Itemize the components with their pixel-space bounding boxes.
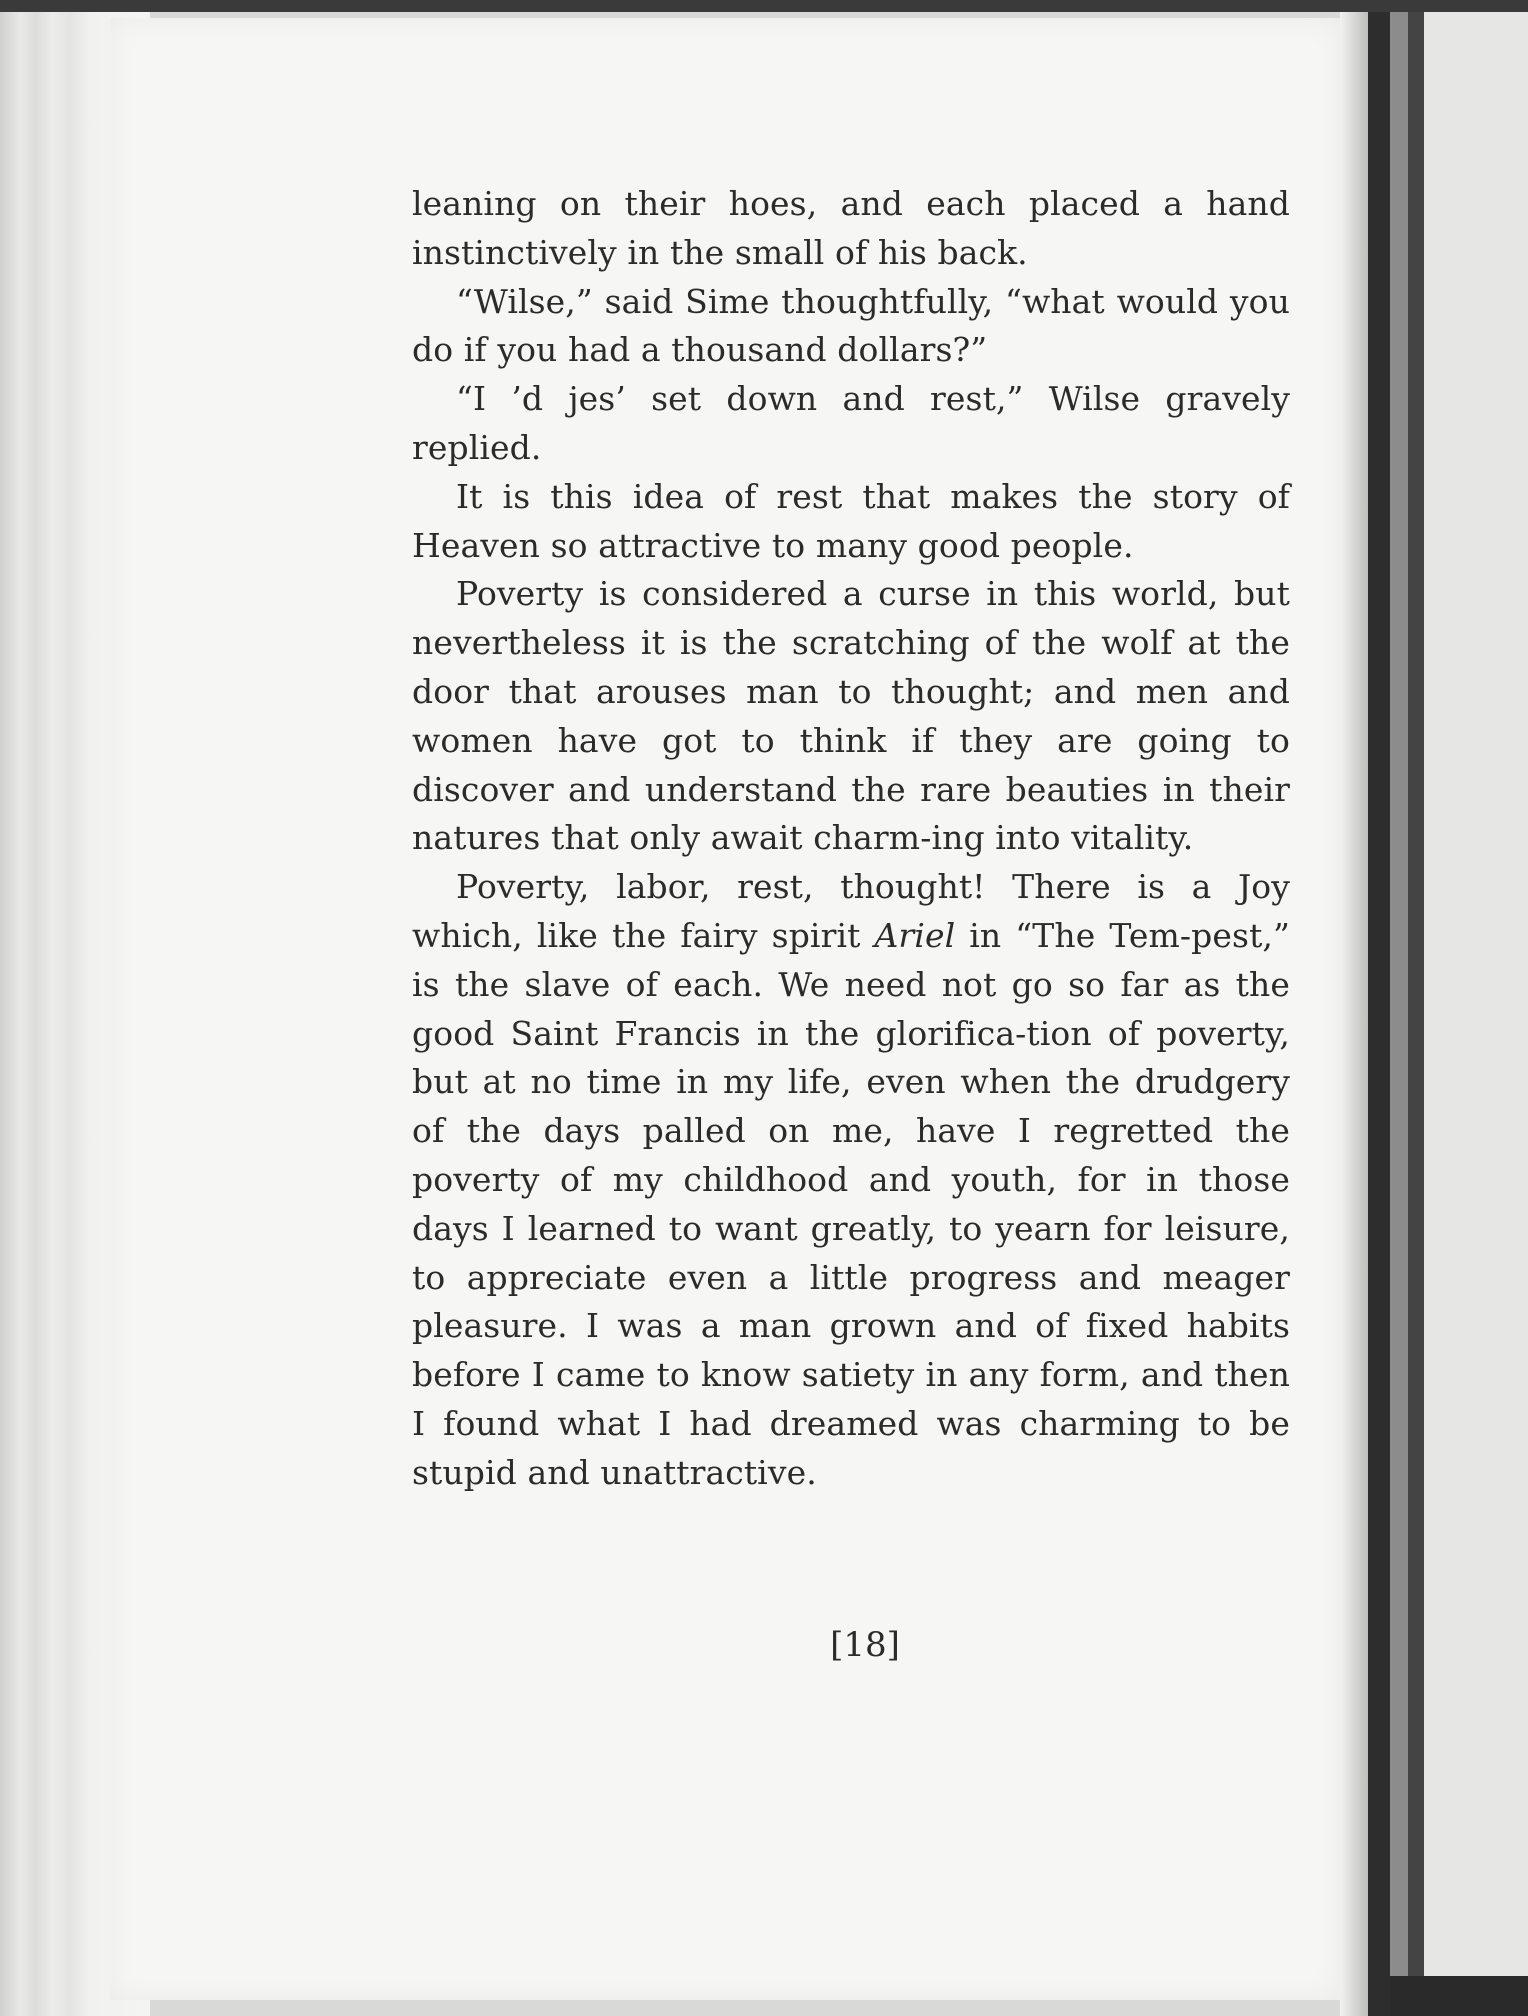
paragraph-6-end: in “The Tem-pest,” is the slave of each. We need not go so far as the good Saint Francis in the glorifica-tion of poverty, but at no time in my life, even when the drudgery of the days palled on me, have I regretted the poverty of my childhood and youth, for in those days I learned to want greatly, to yearn for leisure, to appreciate even a little progress and meager pleasure. I was a man grown and of fixed habits before I came to know satiety in any form, and then I found what I had dreamed was charming to be stupid and unattractive.: [412, 915, 1290, 1492]
body-text: [412, 180, 1290, 1498]
page-number: [18]: [830, 1625, 900, 1665]
paragraph-4: It is this idea of rest that makes the story of Heaven so attractive to many good people.: [412, 476, 1290, 565]
top-shadow: [0, 0, 1528, 12]
paragraph-2: “Wilse,” said Sime thoughtfully, “what would you do if you had a thousand dollars?”: [412, 281, 1290, 370]
bottom-corner-shadow: [1390, 1976, 1528, 2016]
paragraph-6-start: Poverty, labor, rest, thought! There is a Joy which, like the fairy spirit: [412, 867, 1290, 955]
binding-mid: [1390, 12, 1408, 2016]
paragraph-6: [412, 863, 1290, 1497]
gutter-shadow: [1340, 12, 1368, 2016]
paragraph-3: “I ’d jes’ set down and rest,” Wilse gravely replied.: [412, 379, 1290, 467]
binding-dark: [1368, 12, 1390, 2016]
paragraph-5: Poverty is considered a curse in this world, but nevertheless it is the scratching of the wolf at the door that arouses man to thought; and men and women have got to think if they are going to discover and understand the rare beauties in their natures that only await charm-ing into vitality.: [412, 574, 1290, 858]
italic-ariel: Ariel: [874, 915, 956, 955]
next-page-edge: [1424, 12, 1528, 2016]
binding-line: [1408, 12, 1424, 2016]
paragraph-1: leaning on their hoes, and each placed a hand instinctively in the small of his back.: [412, 184, 1290, 272]
